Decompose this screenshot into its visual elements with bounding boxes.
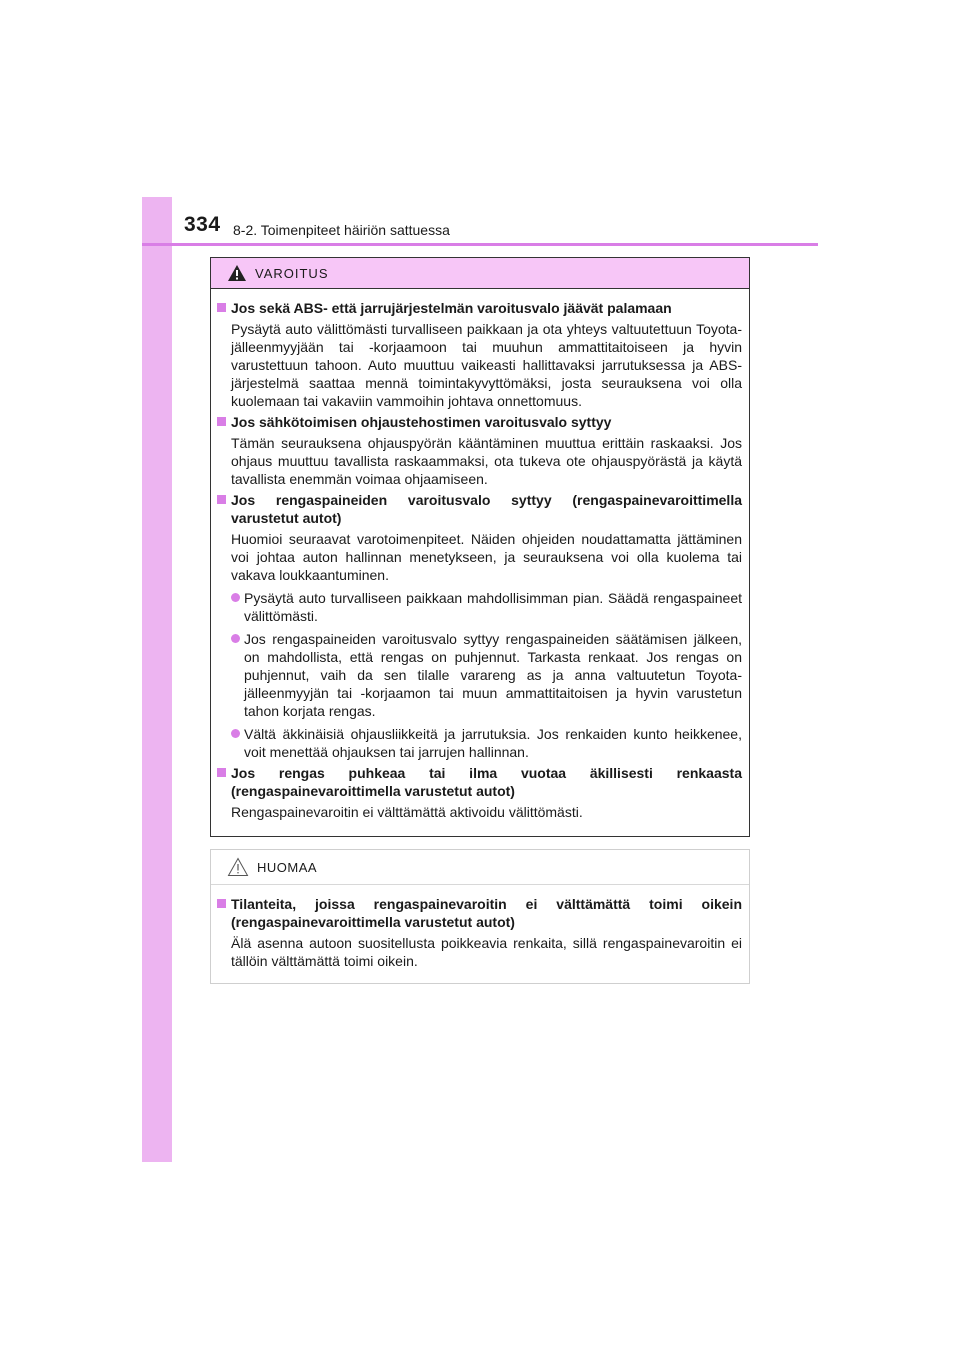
square-bullet-icon [217,495,226,504]
warning-item [217,299,742,410]
caution-triangle-outline-icon [227,857,249,877]
list-item: Jos rengaspaineiden varoitusvalo syttyy rengaspaineiden säätämisen jälkeen, on mahdollista, että rengas on puhjennut. Tarkasta renkaat. Jos rengas on puhjennut, vaih da sen tilalle varareng as ja anna valtuutetun Toyota-jälleenmyyjän tai -korjaamon tai muun ammattitaitoisen ja hyvin varustetun tahon korjata rengas. [217,630,742,720]
item-heading: Jos sähkötoimisen ohjaustehostimen varoitusvalo syttyy [231,414,612,430]
header-rule [142,243,818,246]
round-bullet-icon [231,634,240,643]
notice-body [211,885,749,970]
item-heading: Jos rengas puhkeaa tai ilma vuotaa äkillisesti renkaasta (rengaspainevaroittimella varustetut autot) [231,765,742,799]
item-text: Huomioi seuraavat varotoimenpiteet. Näiden ohjeiden noudattamatta jättäminen voi johtaa auton hallinnan menetykseen, ja seurauksena voi olla kuolema tai vakava loukkaantuminen. [231,531,742,583]
notice-item [217,895,742,970]
item-text: Rengaspainevaroitin ei välttämättä aktivoidu välittömästi. [231,804,583,820]
warning-triangle-icon [227,264,247,282]
round-bullet-icon [231,593,240,602]
list-item: Vältä äkkinäisiä ohjausliikkeitä ja jarrutuksia. Jos renkaiden kunto heikkenee, voit menettää ohjauksen tai jarrujen hallinnan. [217,725,742,761]
square-bullet-icon [217,303,226,312]
warning-body [211,289,749,821]
square-bullet-icon [217,899,226,908]
notice-title: HUOMAA [257,859,318,875]
item-text: Älä asenna autoon suositellusta poikkeavia renkaita, sillä rengaspainevaroitin ei tällöin välttämättä toimi oikein. [231,935,742,969]
chapter-side-tab [142,197,172,1162]
list-item: Pysäytä auto turvalliseen paikkaan mahdollisimman pian. Säädä rengaspaineet välittömästi. [217,589,742,625]
round-bullet-icon [231,729,240,738]
page-number: 334 [184,213,221,236]
notice-header [211,850,749,885]
section-title: 8-2. Toimenpiteet häiriön sattuessa [233,222,450,238]
item-heading: Jos sekä ABS- että jarrujärjestelmän varoitusvalo jäävät palamaan [231,300,672,316]
notice-box [210,849,750,984]
warning-box [210,257,750,837]
item-text: Tämän seurauksena ohjauspyörän kääntäminen muuttua erittäin raskaaksi. Jos ohjaus muuttuu tavallista raskaammaksi, ota tukeva ote ohjauspyörästä ja käytä tavallista enemmän voimaa ohjaamiseen. [231,435,742,487]
warning-item [217,413,742,488]
item-heading: Tilanteita, joissa rengaspainevaroitin ei välttämättä toimi oikein (rengaspainevaroittimella varustetut autot) [231,896,742,930]
square-bullet-icon [217,768,226,777]
warning-item [217,764,742,821]
item-text: Pysäytä auto välittömästi turvalliseen paikkaan ja ota yhteys valtuutettuun Toyota-jälleenmyyjään tai -korjaamoon tai muuhun ammattitaitoiseen ja hyvin varustettuun tahoon. Auto muuttuu vaikeasti hallittavaksi jarrutuksessa ja ABS-järjestelmä saattaa mennä toimintakyvyttömäksi, josta seurauksena voi olla kuolemaan tai vakaviin vammoihin johtava onnettomuus. [231,321,742,409]
warning-item [217,491,742,761]
warning-title: VAROITUS [255,265,329,281]
square-bullet-icon [217,417,226,426]
item-heading: Jos rengaspaineiden varoitusvalo syttyy (rengaspainevaroittimella varustetut autot) [231,492,742,526]
warning-header [211,258,749,289]
